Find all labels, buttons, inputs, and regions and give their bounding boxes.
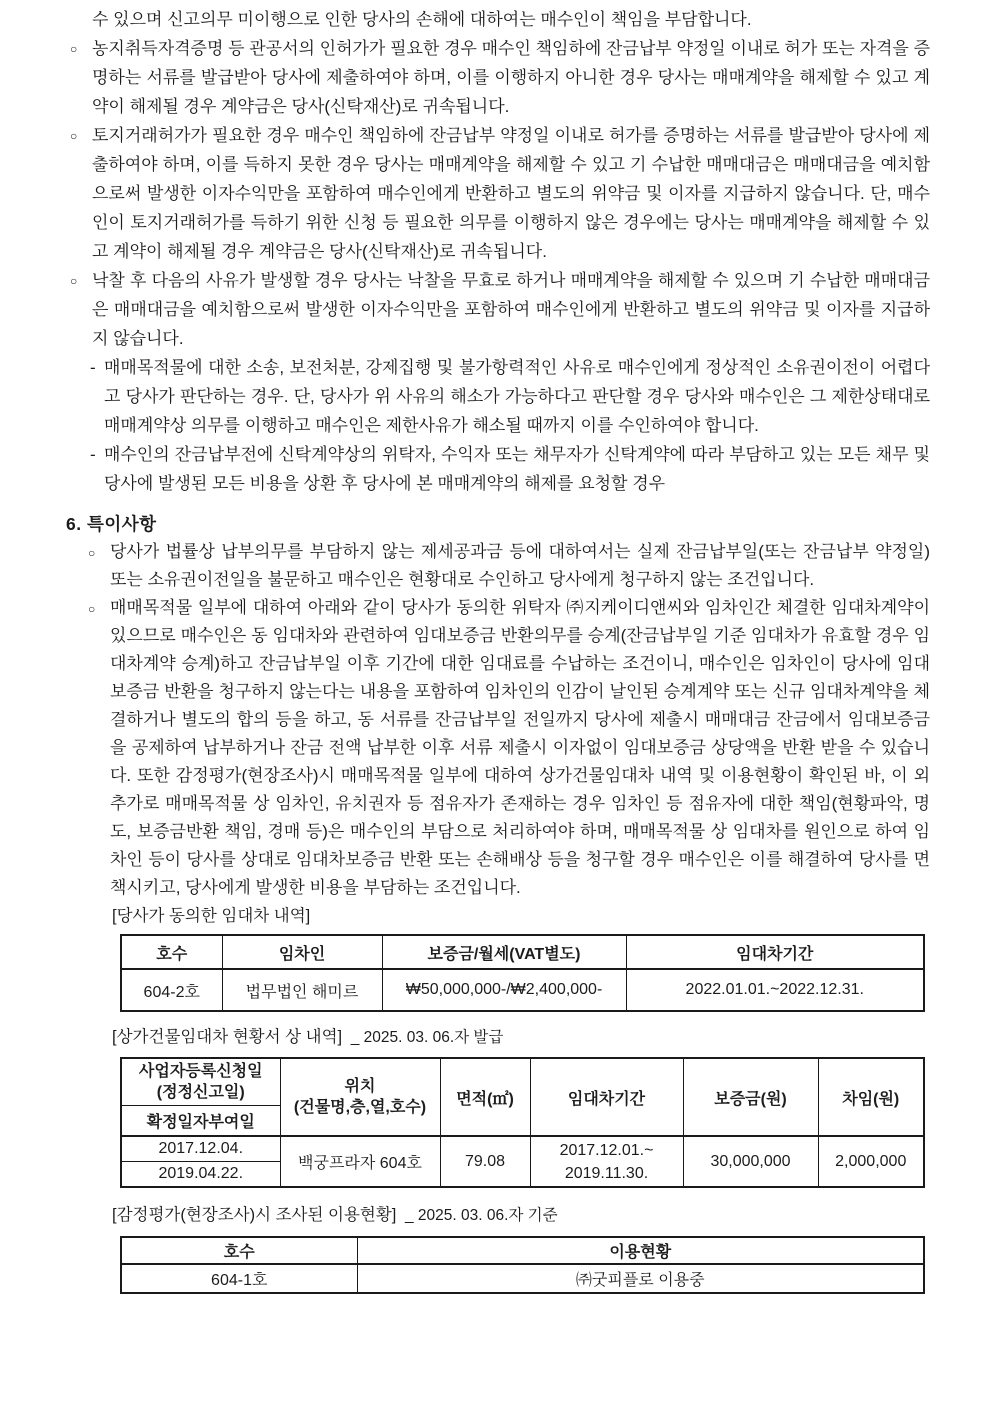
table-row [121,969,924,1011]
cell-tenant: 법무법인 해미르 [222,969,382,1011]
cell-unit: 604-1호 [121,1264,357,1293]
bullet-text: 토지거래허가가 필요한 경우 매수인 책임하에 잔금납부 약정일 이내로 허가를 증명하는 서류를 발급받아 당사에 제출하여야 하며, 이를 득하지 못한 경우 당사는 매매계약을 해제할 수 있고 기 수납한 매매대금은 매매대금을 예치함으로써 발생한 이자수익만을 포함하여 매수인에게 반환하고 별도의 위약금 및 이자를 지급하지 않습니다. 단, 매수인이 토지거래허가를 득하기 위한 신청 등 필요한 의무를 이행하지 않은 경우에는 당사는 매매계약을 해제할 수 있고 계약이 해제될 경우 계약금은 당사(신탁재산)로 귀속됩니다. [92,126,930,261]
col-header-deposit: 보증금(원) [683,1058,818,1136]
caption-text: [상가건물임대차 현황서 상 내역] [112,1028,343,1046]
col-header-tenant: 임차인 [222,935,382,969]
header-line: (건물명,층,열,호수) [293,1099,427,1116]
special-note-lease-succession [88,594,930,902]
cell-area: 79.08 [440,1136,530,1187]
dash-item-trust-debt [90,440,930,498]
table-header-row [121,1058,924,1106]
caption-text: [감정평가(현장조사)시 조사된 이용현황] [112,1206,397,1224]
bullet-text: 농지취득자격증명 등 관공서의 인허가가 필요한 경우 매수인 책임하에 잔금납부 약정일 이내로 허가 또는 자격을 증명하는 서류를 발급받아 당사에 제출하여야 하며, 이를 이행하지 아니한 경우 당사는 매매계약을 해제할 수 있고 계약이 해제될 경우 계약금은 당사(신탁재산)로 귀속됩니다. [92,39,930,116]
cell-lease-period: 2022.01.01.~2022.12.31. [626,969,924,1011]
header-line: 위치 [344,1078,376,1095]
circle-bullet-icon: ○ [88,546,96,560]
caption-lease-registry [112,1023,992,1052]
special-note-text: 매매목적물 일부에 대하여 아래와 같이 당사가 동의한 위탁자 ㈜지케이디앤씨와 임차인간 체결한 임대차계약이 있으므로 매수인은 동 임대차와 관련하여 임대보증금 반환의무를 승계(잔금납부일 기준 임대차가 유효할 경우 임대차계약 승계)하고 잔금납부일 이후 기간에 대한 임대료를 수납하는 조건이니, 매수인은 임차인이 당사에 임대보증금 반환을 청구하지 않는다는 내용을 포함하여 임차인의 인감이 날인된 승계계약 또는 신규 임대차계약을 체결하거나 별도의 합의 등을 하고, 동 서류를 잔금납부일 전일까지 당사에 제출시 매매대금 잔금에서 임대보증금을 공제하여 납부하거나 잔금 전액 납부한 이후 서류 제출시 이자없이 임대보증금 상당액을 반환 받을 수 있습니다. 또한 감정평가(현장조사)시 매매목적물 일부에 대하여 상가건물임대차 내역 및 이용현황이 확인된 바, 이 외 추가로 매매목적물 상 임차인, 유치권자 등 점유자가 존재하는 경우 임차인 등 점유자에 대한 책임(현황파악, 명도, 보증금반환 책임, 경매 등)은 매수인의 부담으로 처리하여야 하며, 매매목적물 상 임대차를 원인으로 하여 임차인 등이 당사를 상대로 임대차보증금 반환 또는 손해배상 등을 청구할 경우 매수인은 이를 해결하여 당사를 면책시키고, 당사에게 발생한 비용을 부담하는 조건입니다. [110,598,930,897]
usage-status-table [120,1236,925,1294]
intro-continuation-line: 수 있으며 신고의무 미이행으로 인한 당사의 손해에 대하여는 매수인이 책임을 부담합니다. [92,10,752,29]
cell-deposit-rent: ₩50,000,000-/₩2,400,000- [382,969,626,1011]
lease-registry-table [120,1057,925,1188]
header-line: 사업자등록신청일 [138,1063,263,1080]
cell-rent: 2,000,000 [818,1136,924,1187]
caption-text: [당사가 동의한 임대차 내역] [112,907,311,925]
dash-item-ownership-transfer [90,353,930,440]
col-header-deposit-rent: 보증금/월세(VAT별도) [382,935,626,969]
cell-period [530,1136,683,1187]
circle-bullet-icon: ○ [70,274,78,288]
table-row [121,1136,924,1162]
circle-bullet-icon: ○ [88,602,96,616]
table-header-row [121,1237,924,1264]
cell-unit: 604-2호 [121,969,222,1011]
col-header-rent: 차임(원) [818,1058,924,1136]
table-row [121,1264,924,1293]
special-note-text: 당사가 법률상 납부의무를 부담하지 않는 제세공과금 등에 대하여서는 실제 잔금납부일(또는 잔금납부 약정일) 또는 소유권이전일을 불문하고 매수인은 현황대로 수인하고 당사에게 청구하지 않는 조건입니다. [110,542,930,589]
col-header-unit: 호수 [121,935,222,969]
caption-agreed-lease [112,902,992,930]
agreed-lease-table [120,934,925,1012]
bullet-item-bid-cancellation [70,266,930,353]
bullet-item-land-transaction [70,121,930,266]
special-note-taxes [88,538,930,594]
cell-deposit: 30,000,000 [683,1136,818,1187]
col-header-area: 면적(㎡) [440,1058,530,1136]
caption-issue-date: _ 2025. 03. 06.자 발급 [350,1029,504,1046]
dash-bullet-icon: - [90,358,96,377]
col-header-registration-date [121,1058,280,1106]
bullet-text: 낙찰 후 다음의 사유가 발생할 경우 당사는 낙찰을 무효로 하거나 매매계약을 해제할 수 있으며 기 수납한 매매대금은 매매대금을 예치함으로써 발생한 이자수익만을 포함하여 매수인에게 반환하고 별도의 위약금 및 이자를 지급하지 않습니다. [92,271,930,348]
table-header-row [121,935,924,969]
period-line: 2017.12.01.~ [559,1141,654,1159]
cell-fixed-date: 2019.04.22. [121,1162,280,1188]
cell-usage: ㈜굿피플로 이용중 [357,1264,924,1293]
dash-bullet-icon: - [90,445,96,464]
section-heading-special-notes: 6. 특이사항 [66,514,157,534]
cell-registration-date: 2017.12.04. [121,1136,280,1162]
bullet-item-permit-agency [70,34,930,121]
col-header-lease-period: 임대차기간 [626,935,924,969]
col-header-unit: 호수 [121,1237,357,1264]
col-header-location [280,1058,440,1136]
dash-text: 매수인의 잔금납부전에 신탁계약상의 위탁자, 수익자 또는 채무자가 신탁계약에 따라 부담하고 있는 모든 채무 및 당사에 발생된 모든 비용을 상환 후 당사에 본 매매계약의 해제를 요청할 경우 [104,445,930,493]
circle-bullet-icon: ○ [70,42,78,56]
caption-usage-status [112,1201,992,1230]
col-header-usage: 이용현황 [357,1237,924,1264]
cell-location: 백궁프라자 604호 [280,1136,440,1187]
dash-text: 매매목적물에 대한 소송, 보전처분, 강제집행 및 불가항력적인 사유로 매수인에게 정상적인 소유권이전이 어렵다고 당사가 판단하는 경우. 단, 당사가 위 사유의 해소가 가능하다고 판단할 경우 당사와 매수인은 그 제한상태대로 매매계약상 의무를 이행하고 매수인은 제한사유가 해소될 때까지 이를 수인하여야 합니다. [104,358,930,435]
col-header-period: 임대차기간 [530,1058,683,1136]
col-header-fixed-date: 확정일자부여일 [121,1106,280,1137]
caption-base-date: _ 2025. 03. 06.자 기준 [404,1207,558,1224]
circle-bullet-icon: ○ [70,129,78,143]
period-line: 2019.11.30. [564,1164,649,1182]
header-line: (정정신고일) [156,1084,245,1101]
